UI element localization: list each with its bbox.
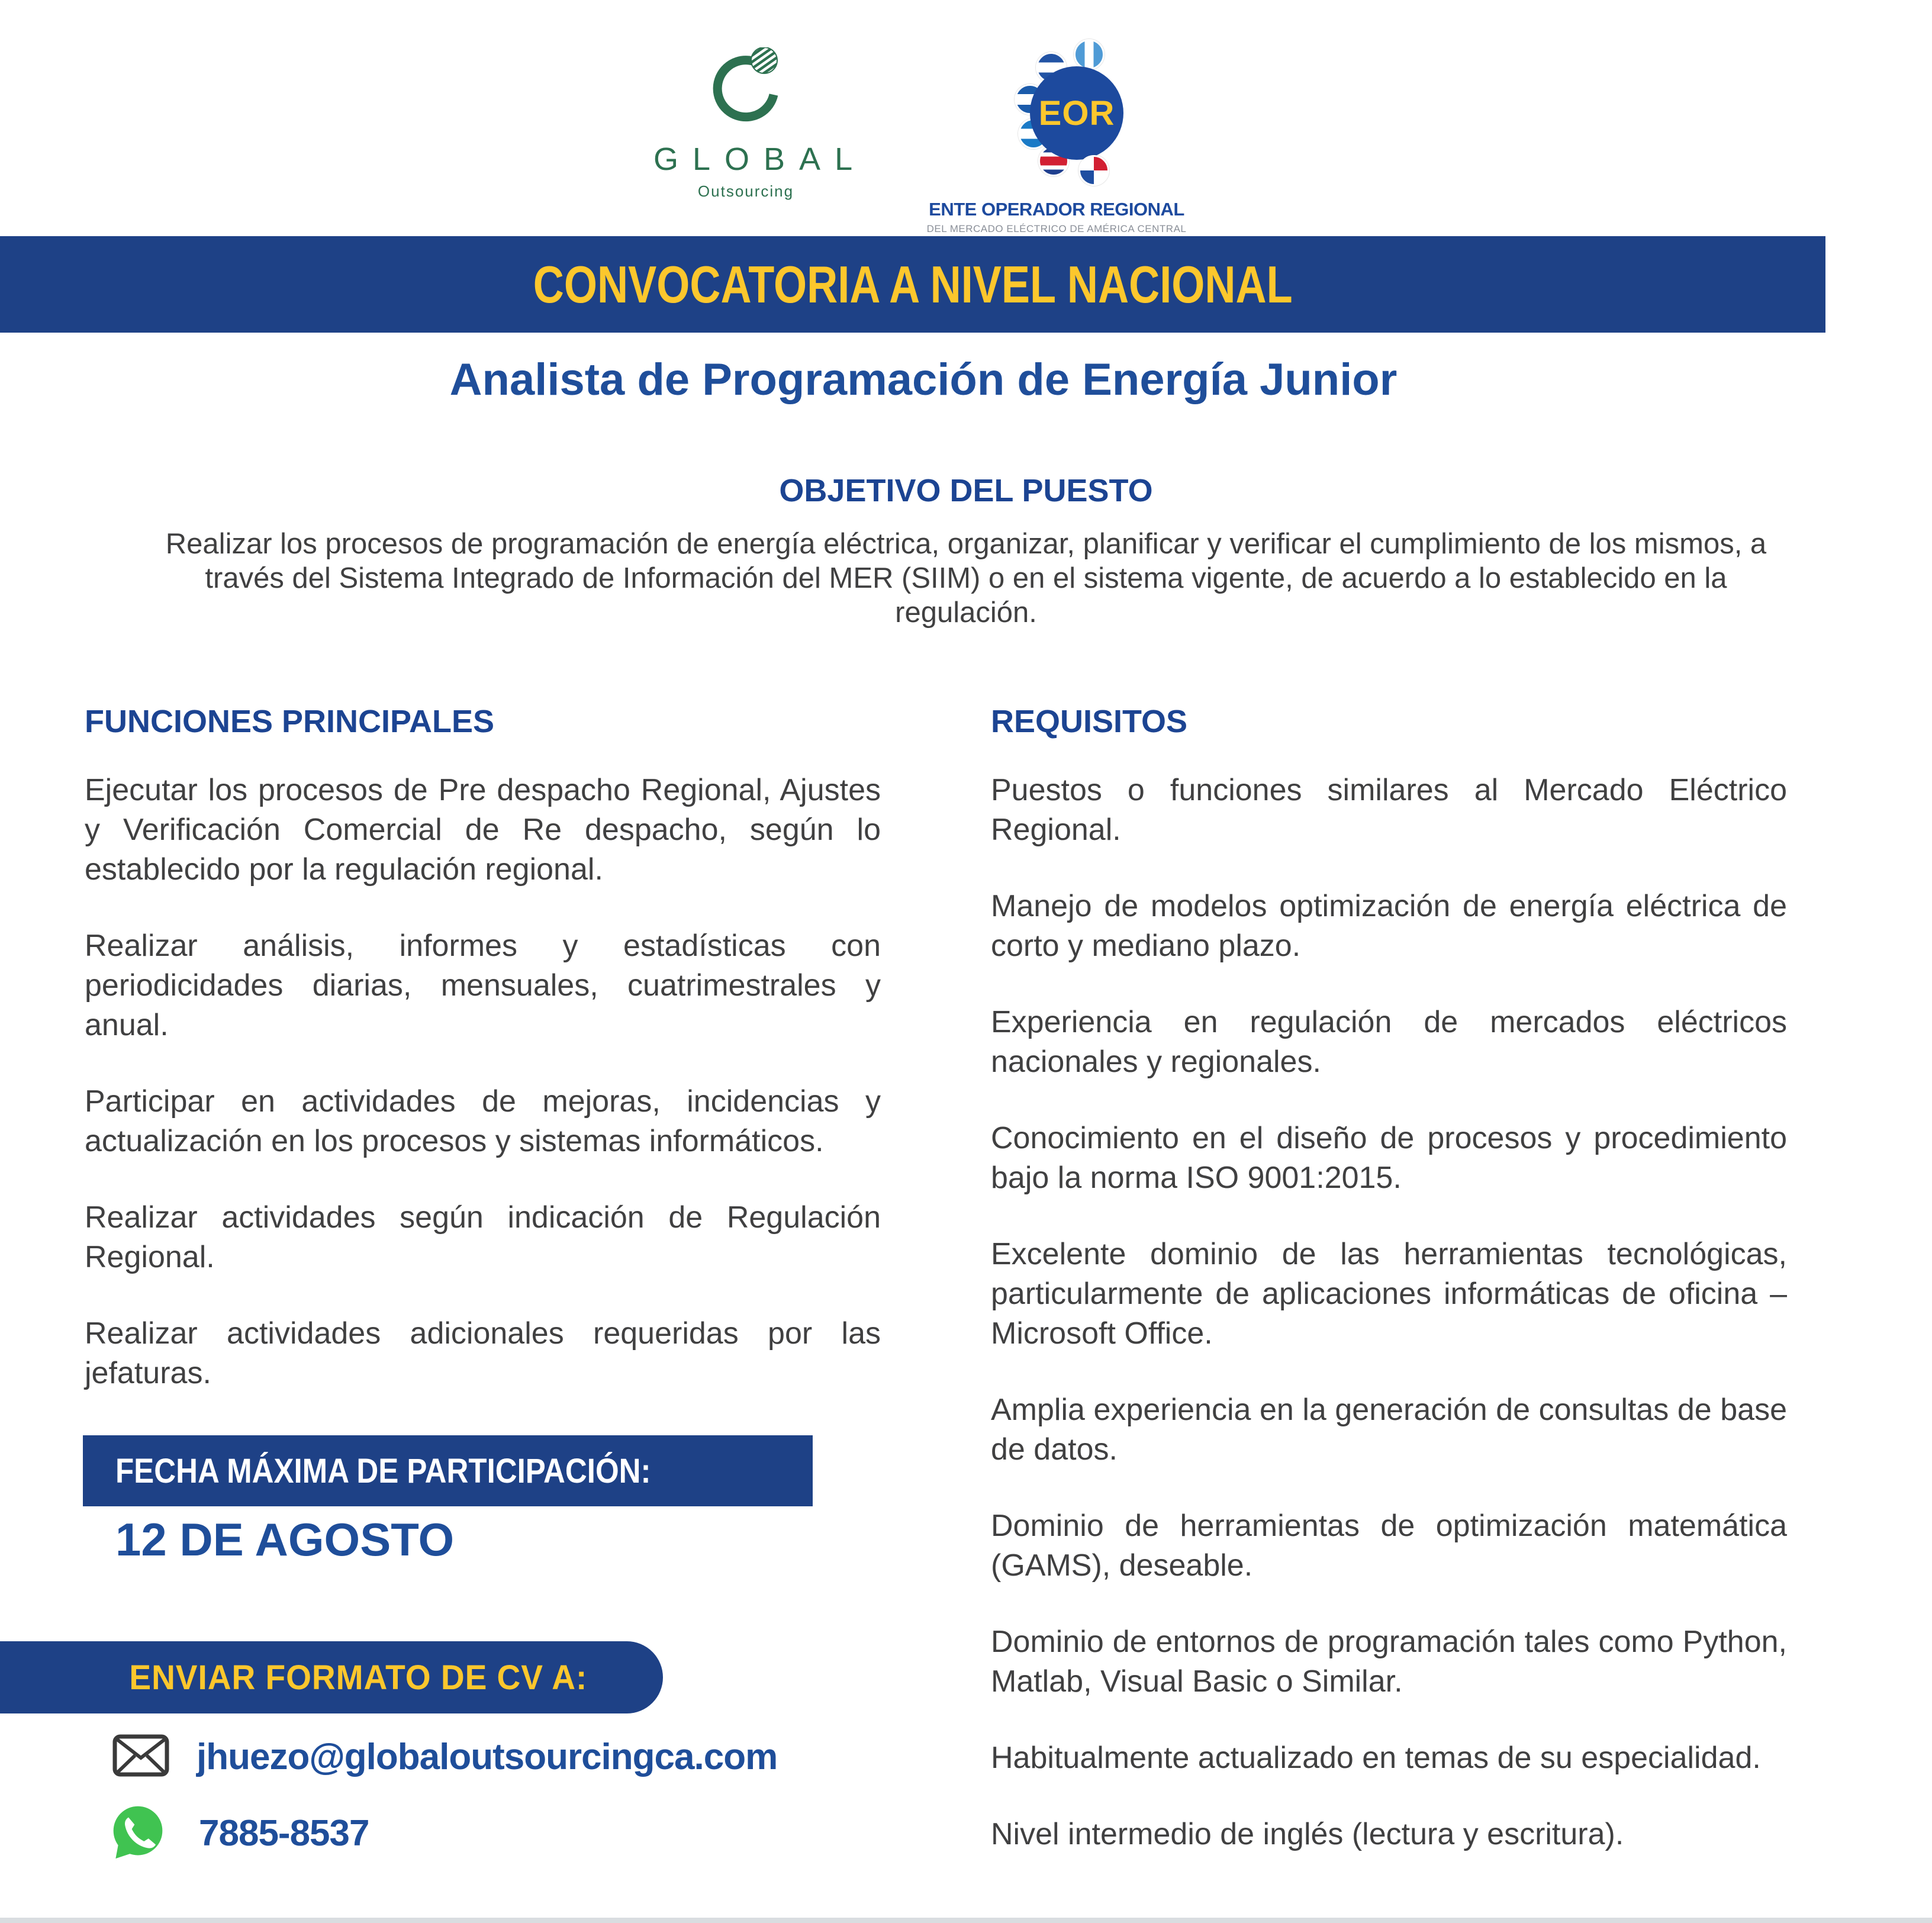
requisitos-item: Excelente dominio de las herramientas tecnológicas, particularmente de aplicaciones informáticas de oficina – Microsoft Office.	[991, 1237, 1787, 1351]
requisitos-item: Puestos o funciones similares al Mercado Eléctrico Regional.	[991, 773, 1787, 847]
objetivo-body: Realizar los procesos de programación de energía eléctrica, organizar, planificar y verificar el cumplimiento de los mismos, a través del Sistema Integrado de Información del MER (SIIM) o en el sistema vigente, de acuerdo a lo establecido en la regulación.	[165, 528, 1767, 629]
requisitos-heading: REQUISITOS	[991, 704, 1188, 739]
enviar-cv-pill	[0, 1641, 663, 1713]
phone-row[interactable]	[110, 1804, 369, 1863]
requisitos-item: Conocimiento en el diseño de procesos y procedimiento bajo la norma ISO 9001:2015.	[991, 1121, 1787, 1195]
requisitos-item: Manejo de modelos optimización de energía eléctrica de corto y mediano plazo.	[991, 889, 1787, 963]
funciones-item: Realizar actividades según indicación de Regulación Regional.	[85, 1200, 881, 1274]
funciones-section	[85, 703, 881, 1393]
eor-subtitle: DEL MERCADO ELÉCTRICO DE AMÉRICA CENTRAL	[926, 223, 1187, 234]
envelope-icon	[112, 1734, 169, 1780]
convocatoria-banner	[0, 236, 1825, 333]
objetivo-heading: OBJETIVO DEL PUESTO	[779, 473, 1153, 508]
requisitos-section	[991, 703, 1787, 1854]
funciones-heading: FUNCIONES PRINCIPALES	[85, 704, 495, 739]
requisitos-item: Dominio de entornos de programación tales como Python, Matlab, Visual Basic o Similar.	[991, 1625, 1787, 1699]
bottom-bar	[0, 1918, 1932, 1923]
fecha-maxima-value: 12 DE AGOSTO	[115, 1513, 455, 1566]
eor-title: ENTE OPERADOR REGIONAL	[929, 199, 1184, 220]
global-logo-name: GLOBAL	[653, 141, 867, 177]
global-g-globe-icon	[706, 47, 786, 125]
requisitos-item: Habitualmente actualizado en temas de su especialidad.	[991, 1741, 1761, 1775]
objetivo-section	[143, 472, 1789, 630]
email-address[interactable]: jhuezo@globaloutsourcingca.com	[197, 1737, 778, 1777]
enviar-cv-label: ENVIAR FORMATO DE CV A:	[129, 1658, 587, 1697]
global-outsourcing-logo	[639, 47, 867, 201]
convocatoria-banner-text: CONVOCATORIA A NIVEL NACIONAL	[533, 255, 1293, 314]
funciones-item: Ejecutar los procesos de Pre despacho Regional, Ajustes y Verificación Comercial de Re despacho, según lo establecido por la regulación regional.	[85, 773, 881, 887]
requisitos-item: Dominio de herramientas de optimización matemática (GAMS), deseable.	[991, 1509, 1787, 1583]
eor-abbr: EOR	[1038, 94, 1115, 133]
funciones-item: Participar en actividades de mejoras, incidencias y actualización en los procesos y sistemas informáticos.	[85, 1084, 881, 1158]
fecha-maxima-label: FECHA MÁXIMA DE PARTICIPACIÓN:	[115, 1451, 651, 1490]
requisitos-item: Experiencia en regulación de mercados eléctricos nacionales y regionales.	[991, 1005, 1787, 1079]
eor-logo	[920, 37, 1193, 235]
fecha-maxima-box	[83, 1435, 813, 1506]
email-row[interactable]	[112, 1734, 777, 1780]
funciones-item: Realizar actividades adicionales requeridas por las jefaturas.	[85, 1316, 881, 1390]
whatsapp-icon	[110, 1804, 166, 1863]
eor-badge	[965, 37, 1148, 192]
panama-flag-icon	[1078, 155, 1109, 186]
job-title: Analista de Programación de Energía Junior	[449, 355, 1398, 405]
requisitos-item: Nivel intermedio de inglés (lectura y escritura).	[991, 1817, 1624, 1851]
phone-number[interactable]: 7885-8537	[199, 1813, 369, 1854]
global-logo-subtitle: Outsourcing	[697, 182, 794, 200]
eor-circle	[1030, 66, 1123, 160]
requisitos-item: Amplia experiencia en la generación de consultas de base de datos.	[991, 1393, 1787, 1467]
funciones-item: Realizar análisis, informes y estadísticas con periodicidades diarias, mensuales, cuatrimestrales y anual.	[85, 929, 881, 1042]
guatemala-flag-icon	[1074, 39, 1105, 70]
